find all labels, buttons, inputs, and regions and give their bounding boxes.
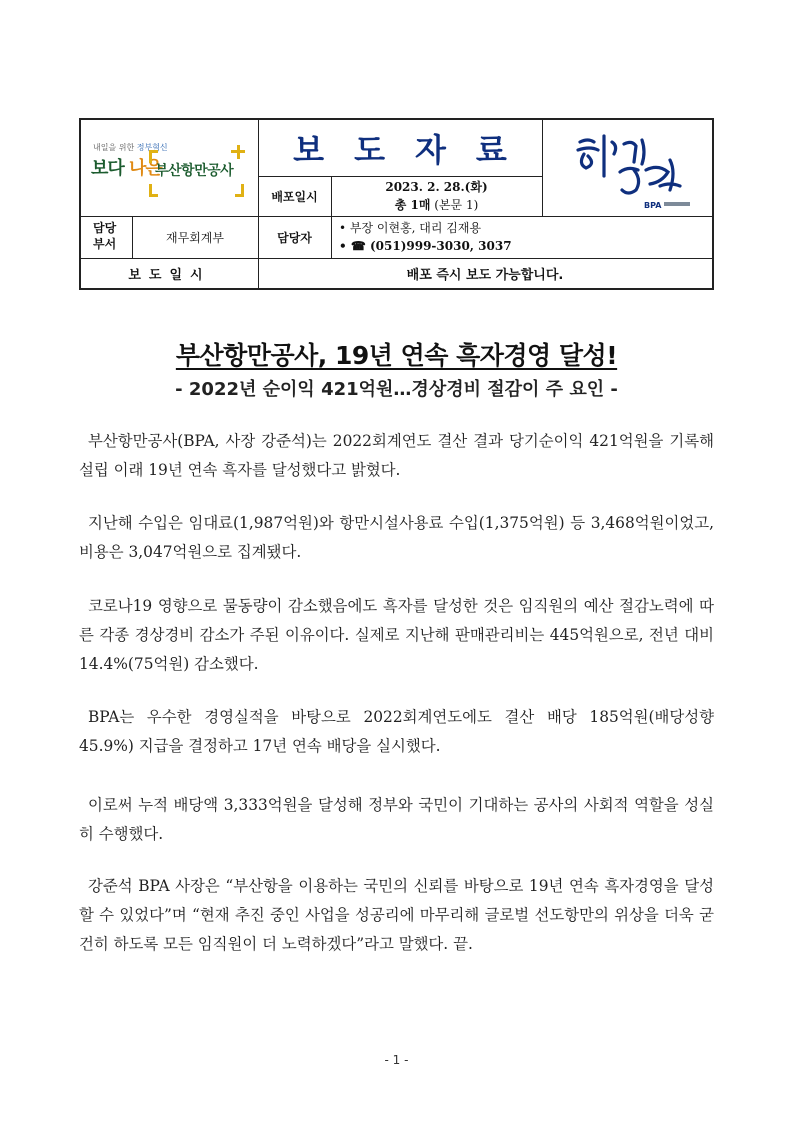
press-header-table: [79, 118, 714, 290]
distribution-label: 배포일시: [271, 189, 318, 204]
paragraph-2: 지난해 수입은 임대료(1,987억원)와 항만시설사용료 수입(1,375억원) 등 3,468억원이었고, 비용은 3,047억원으로 집계됐다.: [79, 514, 714, 561]
logo-org-name: 부산항만공사: [155, 163, 234, 179]
subheadline: - 2022년 순이익 421억원…경상경비 절감이 주 요인 -: [175, 379, 618, 400]
contact-names: • 부장 이현홍, 대리 김재용: [339, 221, 482, 235]
paragraph-6: 강준석 BPA 사장은 “부산항을 이용하는 국민의 신뢰를 바탕으로 19년 연속 흑자경영을 달성할 수 있었다”며 “현재 추진 중인 사업을 성공리에 마무리해 글로벌 선도항만의 위상을 더욱 굳건히 하도록 모든 임직원이 더 노력하겠다”라고 말했다. 끝.: [79, 877, 714, 953]
page-count: 총 1매 (본문 1): [394, 198, 479, 212]
logo-slogan: 보다 나은: [91, 158, 162, 179]
bpa-logo: [81, 120, 258, 216]
svg-text:BPA: BPA: [644, 201, 662, 210]
headline: 부산항만공사, 19년 연속 흑자경영 달성!: [175, 341, 618, 370]
document-title: 보도자료: [293, 131, 537, 169]
paragraph-5: 이로써 누적 배당액 3,333억원을 달성해 정부와 국민이 기대하는 공사의 사회적 역할을 성실히 수행했다.: [79, 796, 714, 843]
dept-label: 담당 부서: [93, 221, 117, 251]
bracket-bottom-right: [235, 184, 244, 197]
busan-port-slogan-logo: [542, 120, 712, 216]
page-number: - 1 -: [384, 1053, 409, 1067]
bracket-bottom-left: [149, 184, 158, 197]
release-value: 배포 즉시 보도 가능합니다.: [406, 267, 564, 283]
paragraph-3: 코로나19 영향으로 물동량이 감소했음에도 흑자를 달성한 것은 임직원의 예산 절감노력에 따른 각종 경상경비 감소가 주된 이유이다. 실제로 지난해 판매관리비는 445억원으로, 전년 대비 14.4%(75억원) 감소했다.: [79, 597, 714, 673]
distribution-value: [331, 176, 542, 216]
slogan-script-icon: [542, 120, 712, 216]
contact-phone: • ☎ (051)999-3030, 3037: [339, 239, 512, 253]
paragraph-1: 부산항만공사(BPA, 사장 강준석)는 2022회계연도 결산 결과 당기순이익 421억원을 기록해 설립 이래 19년 연속 흑자를 달성했다고 밝혔다.: [79, 432, 714, 479]
release-label: 보도일시: [128, 267, 211, 283]
contact-value: [331, 216, 712, 258]
logo-tagline: 내일을 위한 정부혁신: [93, 143, 168, 152]
paragraph-4: BPA는 우수한 경영실적을 바탕으로 2022회계연도에도 결산 배당 185억원(배당성향 45.9%) 지급을 결정하고 17년 연속 배당을 실시했다.: [79, 708, 714, 755]
distribution-date: 2023. 2. 28.(화): [385, 180, 488, 194]
dept-value: 재무회계부: [166, 230, 224, 245]
contact-label: 담당자: [277, 230, 312, 245]
